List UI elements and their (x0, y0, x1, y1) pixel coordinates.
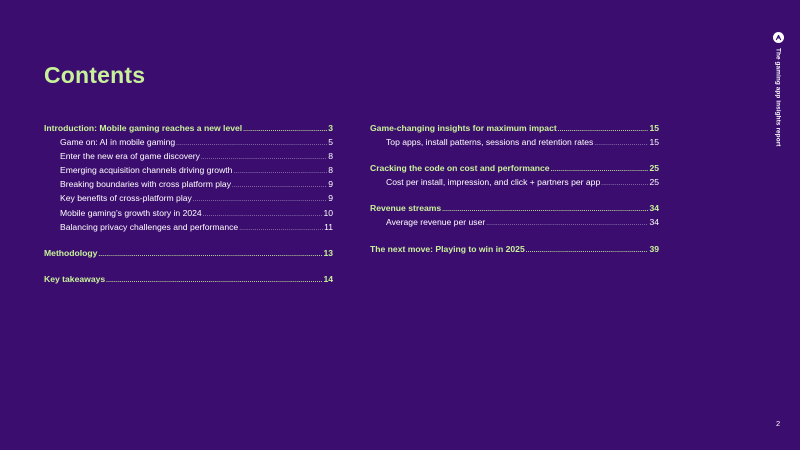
page-title: Contents (44, 62, 146, 88)
toc-leader-dots (233, 166, 327, 178)
toc-entry-page: 10 (323, 207, 333, 218)
toc-entry[interactable] (370, 243, 659, 257)
toc-entry-label: Mobile gaming’s growth story in 2024 (60, 207, 202, 218)
toc-entry-label: Enter the new era of game discovery (60, 151, 200, 162)
toc-entry-page: 9 (328, 179, 333, 190)
brand-logo-glyph (775, 34, 782, 41)
toc-entry-label: Game-changing insights for maximum impact (370, 123, 557, 133)
page-number: 2 (776, 419, 781, 428)
toc-entry-label: Game on: AI in mobile gaming (60, 137, 176, 148)
toc-leader-dots (526, 245, 649, 257)
toc-leader-dots (551, 164, 649, 176)
section-spacer (44, 235, 333, 247)
toc-entry[interactable] (44, 164, 333, 178)
toc-entry[interactable] (370, 122, 659, 136)
toc-entry-page: 8 (328, 165, 333, 176)
toc-entry-page: 25 (649, 163, 659, 174)
toc-entry-label: Revenue streams (370, 203, 442, 214)
toc-leader-dots (193, 194, 327, 206)
toc-entry[interactable] (44, 178, 333, 192)
toc-entry[interactable] (370, 136, 659, 150)
toc-entry-label: The next move: Playing to win in 2025 (370, 243, 525, 254)
toc-entry-page: 11 (324, 221, 333, 232)
toc-entry-label: Top apps, install patterns, sessions and retention rates (386, 137, 594, 148)
toc-entry[interactable] (44, 192, 333, 206)
toc-left-column (44, 122, 333, 287)
toc-entry-label: Breaking boundaries with cross platform play (60, 179, 232, 190)
toc-entry-page: 34 (649, 217, 659, 228)
toc-entry-page: 15 (649, 123, 659, 133)
toc-entry-page: 13 (323, 247, 333, 258)
toc-leader-dots (442, 204, 648, 216)
section-spacer (370, 150, 659, 162)
toc-leader-dots (594, 138, 648, 150)
toc-entry-label: Emerging acquisition channels driving growth (60, 165, 233, 176)
toc-leader-dots (486, 218, 648, 230)
toc-entry-label: Key benefits of cross-platform play (60, 193, 192, 204)
toc-right-column (370, 122, 659, 257)
toc-entry-label: Cracking the code on cost and performance (370, 163, 550, 174)
toc-leader-dots (98, 249, 322, 261)
toc-entry[interactable] (44, 122, 333, 136)
toc-entry-page: 14 (323, 273, 333, 284)
toc-entry-label: Balancing privacy challenges and performance (60, 221, 239, 232)
toc-entry-page: 39 (649, 243, 659, 254)
brand-logo-icon (773, 32, 784, 43)
report-title-vertical: The gaming app insights report (774, 48, 782, 147)
toc-entry[interactable] (44, 150, 333, 164)
toc-entry-label: Methodology (44, 247, 98, 258)
toc-entry-page: 15 (649, 137, 659, 148)
toc-leader-dots (106, 275, 322, 287)
toc-leader-dots (601, 178, 648, 190)
toc-entry-page: 5 (328, 137, 333, 148)
toc-entry[interactable] (44, 207, 333, 221)
toc-entry-page: 34 (649, 203, 659, 214)
toc-leader-dots (203, 209, 323, 221)
toc-entry-label: Introduction: Mobile gaming reaches a new level (44, 123, 243, 133)
toc-entry-label: Average revenue per user (386, 217, 486, 228)
toc-entry-page: 25 (649, 177, 659, 188)
toc-entry[interactable] (44, 221, 333, 235)
toc-entry-label: Key takeaways (44, 273, 106, 284)
toc-entry[interactable] (370, 216, 659, 230)
toc-entry[interactable] (370, 202, 659, 216)
toc-leader-dots (232, 180, 327, 192)
section-spacer (44, 261, 333, 273)
section-spacer (370, 190, 659, 202)
toc-leader-dots (239, 223, 323, 235)
section-spacer (370, 231, 659, 243)
toc-leader-dots (176, 138, 327, 150)
toc-leader-dots (243, 124, 327, 136)
report-sidebar (768, 32, 788, 147)
toc-entry-page: 8 (328, 151, 333, 162)
toc-entry[interactable] (44, 247, 333, 261)
toc-entry-page: 3 (328, 123, 333, 133)
toc-entry-page: 9 (328, 193, 333, 204)
toc-entry[interactable] (370, 176, 659, 190)
toc-leader-dots (201, 152, 327, 164)
toc-entry[interactable] (44, 136, 333, 150)
toc-entry[interactable] (44, 273, 333, 287)
toc-leader-dots (558, 124, 649, 136)
toc-entry[interactable] (370, 162, 659, 176)
toc-entry-label: Cost per install, impression, and click + partners per app (386, 177, 601, 188)
